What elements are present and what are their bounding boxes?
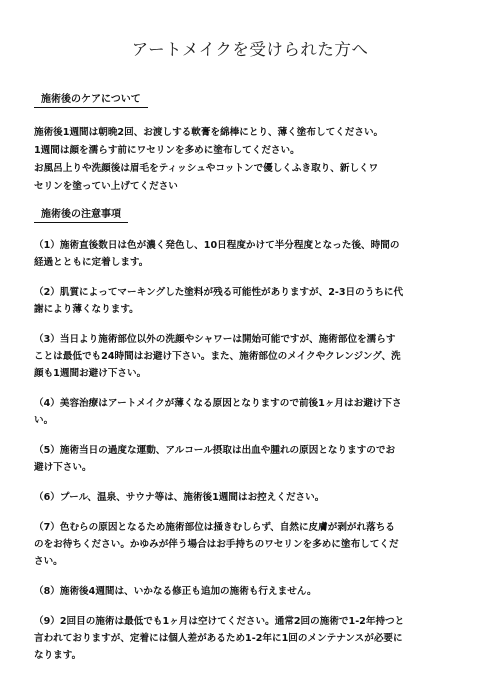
note-number: （2） [34,287,60,298]
note-number: （9） [34,616,60,627]
note-text: 当日より施術部位以外の洗顔やシャワーは開始可能ですが、施術部位を濡らす ことは最低でも24時間はお避け下さい。また、施術部位のメイクやクレンジング、洗 顔も1週間お避け下さい。 [34,334,401,379]
note-text: 美容治療はアートメイクが薄くなる原因となりますので前後1ヶ月はお避け下さ い。 [34,398,402,426]
note-item [34,442,468,476]
document-title: アートメイクを受けられた方へ [131,40,369,59]
note-number: （7） [34,522,60,533]
care-instructions-text: 施術後1週間は朝晩2回、お渡しする軟膏を綿棒にとり、薄く塗布してください。 1週間は顔を濡らす前にワセリンを多めに塗布してください。 お風呂上りや洗顔後は眉毛をティッシュやコットンで優しくふき取り、新しくワ セリンを塗ってい上げてください [34,127,384,192]
note-number: （8） [34,586,60,597]
notes-section-heading: 施術後の注意事項 [34,208,128,223]
note-text: 施術直後数日は色が濃く発色し、10日程度かけて半分程度となった後、時間の 経過とともに定着します。 [34,240,400,268]
note-number: （5） [34,445,60,456]
note-text: プール、温泉、サウナ等は、施術後1週間はお控えください。 [59,492,325,503]
note-item [34,284,468,318]
note-text: 施術当日の過度な運動、アルコール摂取は出血や腫れの原因となりますのでお 避け下さい。 [34,445,396,473]
note-number: （4） [34,398,60,409]
note-item [34,519,468,570]
note-item [34,583,468,600]
notes-list [34,237,468,677]
note-item [34,489,468,506]
note-text: 2回目の施術は最低でも1ヶ月は空けてください。通常2回の施術で1-2年持つと 言われておりますが、定着には個人差があるため1-2年に1回のメンテナンスが必要に なります。 [34,616,405,661]
note-number: （6） [34,492,60,503]
note-number: （1） [34,240,60,251]
note-item [34,613,468,664]
note-item [34,331,468,382]
note-item [34,237,468,271]
note-number: （3） [34,334,60,345]
note-item [34,395,468,429]
note-text: 施術後4週間は、いかなる修正も追加の施術も行えません。 [59,586,317,597]
note-text: 肌質によってマーキングした塗料が残る可能性がありますが、2-3日のうちに代 謝により薄くなります。 [34,287,404,315]
care-section-heading: 施術後のケアについて [34,93,148,108]
note-text: 色むらの原因となるため施術部位は掻きむしらず、自然に皮膚が剥がれ落ちる のをお待ちください。かゆみが伴う場合はお手持ちのワセリンを多めに塗布してくだ さい。 [34,522,399,567]
